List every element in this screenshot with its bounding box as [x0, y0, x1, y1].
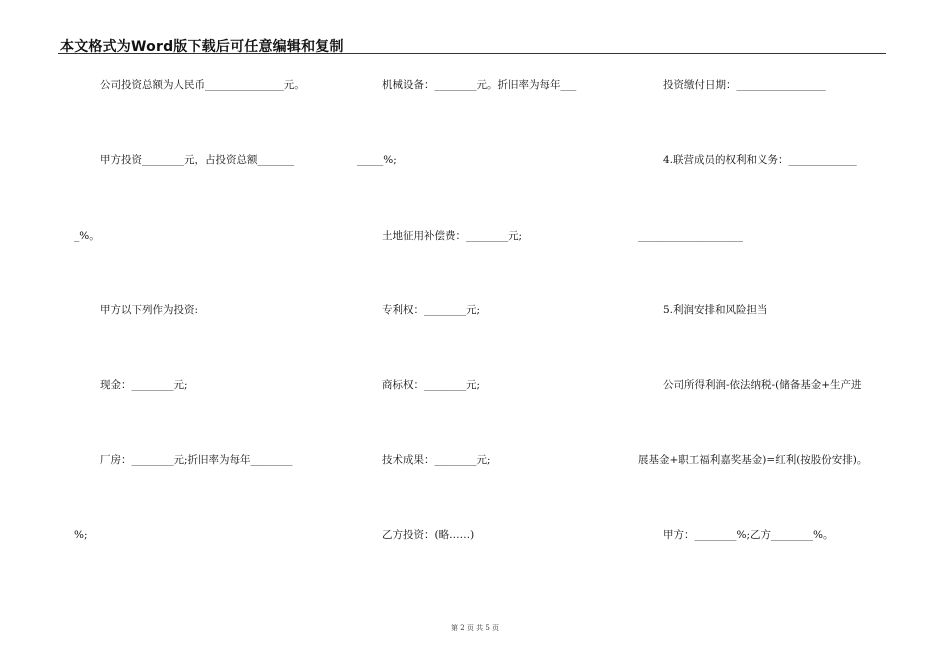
profit-formula-continuation: 展基金+职工福利嘉奖基金)=红利(按股份安排)。 [638, 454, 868, 466]
machinery-line: 机械设备：________元。折旧率为每年___ [382, 79, 577, 91]
technology-line: 技术成果：________元; [382, 454, 491, 466]
member-rights-heading: 4.联营成员的权利和义务：_____________ [663, 154, 857, 166]
machinery-percent-continuation: _____%; [357, 154, 397, 166]
land-compensation-line: 土地征用补偿费：________元; [382, 230, 523, 242]
payment-date-line: 投资缴付日期：_________________ [663, 79, 826, 91]
profit-share-line: 甲方：________%;乙方________%。 [663, 529, 834, 541]
profit-risk-heading: 5.利润安排和风险担当 [663, 304, 768, 316]
cash-line: 现金：________元; [100, 379, 188, 391]
party-b-investment-line: 乙方投资：(略……) [382, 529, 475, 541]
page-header-title: 本文格式为Word版下载后可任意编辑和复制 [60, 39, 344, 55]
party-a-items-heading: 甲方以下列作为投资: [100, 304, 199, 316]
plant-percent-continuation: %; [74, 529, 88, 541]
member-rights-continuation: ____________________ [638, 230, 743, 242]
party-a-investment-line: 甲方投资________元，占投资总额_______ [100, 154, 295, 166]
party-a-percent-continuation: _%。 [74, 230, 100, 242]
patent-line: 专利权：________元; [382, 304, 481, 316]
profit-formula-line: 公司所得利润-依法纳税-(储备基金+生产进 [663, 379, 862, 391]
trademark-line: 商标权：________元; [382, 379, 481, 391]
header-divider [58, 53, 886, 54]
plant-line: 厂房：________元;折旧率为每年________ [100, 454, 293, 466]
page-number: 第 2 页 共 5 页 [450, 624, 500, 632]
total-investment-line: 公司投资总额为人民币_______________元。 [100, 79, 305, 91]
